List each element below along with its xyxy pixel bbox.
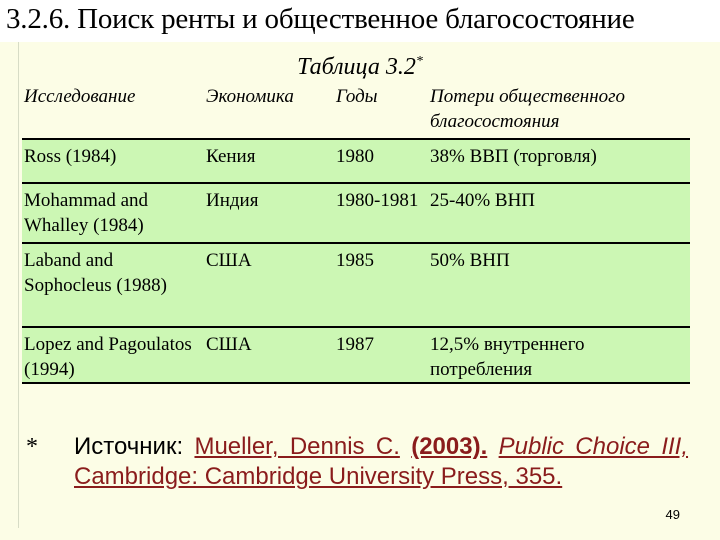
cell-economy: Кения — [204, 139, 334, 183]
page-number: 49 — [665, 507, 680, 522]
table-row — [22, 183, 690, 243]
cell-study — [22, 139, 204, 183]
cell-years: 1980-1981 — [334, 183, 428, 243]
source-year: (2003). — [411, 433, 488, 460]
footnote-marker: * — [26, 434, 38, 460]
cell-study — [22, 327, 204, 383]
table-row — [22, 243, 690, 327]
study-author: Ross — [24, 146, 61, 167]
cell-economy: США — [204, 243, 334, 327]
source-book-title: Public Choice III, — [498, 433, 689, 460]
study-year: (1984) — [65, 146, 117, 167]
source-publisher: Cambridge: Cambridge University Press, 355. — [74, 463, 563, 490]
table-header-row — [22, 80, 690, 139]
study-author: Lopez and Pagoulatos — [24, 334, 192, 355]
source-author: Mueller, Dennis C. — [194, 433, 400, 460]
left-divider — [18, 42, 19, 528]
cell-economy: США — [204, 327, 334, 383]
cell-welfare-loss: 50% ВНП — [428, 243, 690, 327]
table-caption-text: Таблица 3.2 — [297, 54, 416, 80]
table-row — [22, 327, 690, 383]
table-row — [22, 139, 690, 183]
cell-years: 1987 — [334, 327, 428, 383]
header-study: Исследование — [22, 80, 204, 139]
cell-study — [22, 183, 204, 243]
slide-title: 3.2.6. Поиск ренты и общественное благосостояние — [6, 3, 635, 35]
table-caption-footnote-mark: * — [415, 54, 423, 69]
header-economy: Экономика — [204, 80, 334, 139]
cell-welfare-loss: 25-40% ВНП — [428, 183, 690, 243]
welfare-loss-table — [22, 80, 690, 384]
study-year: (1988) — [116, 275, 168, 296]
source-citation — [74, 432, 688, 492]
cell-years: 1980 — [334, 139, 428, 183]
table-caption — [0, 48, 720, 81]
header-years: Годы — [334, 80, 428, 139]
cell-economy: Индия — [204, 183, 334, 243]
cell-study — [22, 243, 204, 327]
study-year: (1994) — [24, 359, 75, 380]
study-author: Laband and Sophocleus — [24, 250, 114, 296]
cell-welfare-loss: 12,5% внутреннего потребления — [428, 327, 690, 383]
cell-years: 1985 — [334, 243, 428, 327]
header-welfare-loss: Потери общественного благосостояния — [428, 80, 690, 139]
cell-welfare-loss: 38% ВВП (торговля) — [428, 139, 690, 183]
source-label: Источник: — [74, 433, 184, 460]
study-author: Mohammad and Whalley — [24, 190, 149, 236]
study-year: (1984) — [93, 215, 144, 236]
